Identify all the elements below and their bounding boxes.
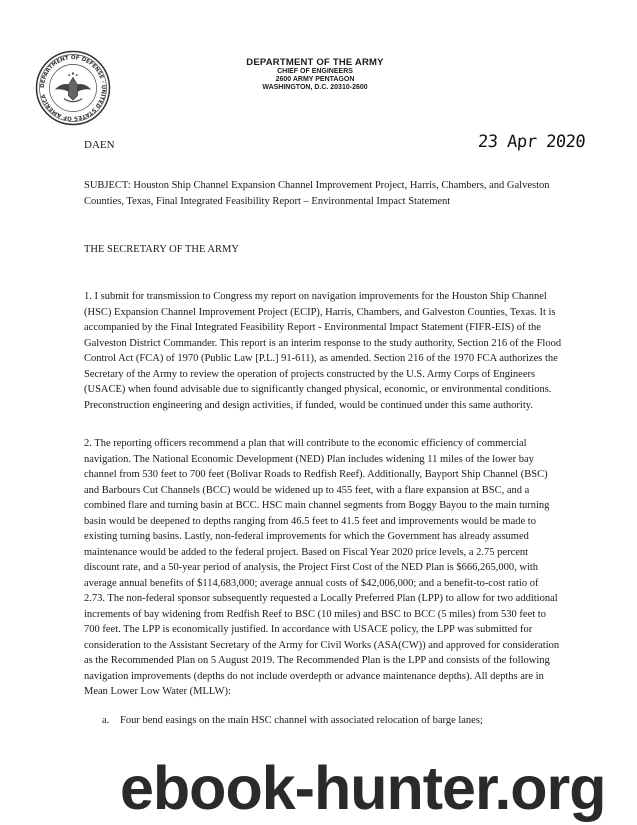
- seal-text: DEPARTMENT OF DEFENSE · UNITED STATES OF AMERICA: [40, 55, 106, 121]
- office-name: CHIEF OF ENGINEERS: [277, 68, 353, 76]
- office-symbol: DAEN: [84, 139, 115, 151]
- subject-line: SUBJECT: Houston Ship Channel Expansion Channel Improvement Project, Harris, Chambers, and Galveston Counties, Texas, Final Integrated Feasibility Report – Environmental Impact Statement: [84, 180, 550, 207]
- dod-seal: [35, 50, 111, 126]
- handwritten-date: 23 Apr 2020: [477, 132, 586, 152]
- paragraph-1: 1. I submit for transmission to Congress my report on navigation improvements for the Houston Ship Channel (HSC) Expansion Channel Improvement Project (ECIP), Harris, Chambers, and Galveston Counties, Texas. It is accompanied by the Final Integrated Feasibility Report - Environmental Impact Statement (FIFR-EIS) of the Galveston District Commander. This report is an interim response to the study authority, Section 216 of the Flood Control Act (FCA) of 1970 (Public Law [P.L.] 91-611), as amended. Section 216 of the 1970 FCA authorizes the Secretary of the Army to review the operation of projects constructed by the U.S. Army Corps of Engineers (USACE) when found advisable due to significantly changed physical, economic, or environmental conditions. Preconstruction engineering and design activities, if funded, would be continued under this same authority.: [84, 291, 562, 411]
- list-item: [102, 713, 572, 729]
- paragraph-2: 2. The reporting officers recommend a plan that will contribute to the economic efficiency of commercial navigation. The National Economic Development (NED) Plan includes widening 11 miles of the lower bay channel from 530 feet to 700 feet (Bolivar Roads to Redfish Reef). Additionally, Bayport Ship Channel (BSC) and Barbours Cut Channels (BCC) would be widened up to 455 feet, with a flare expansion at BSC, and a combined flare and turning basin at BCC. HSC main channel segments from Boggy Bayou to the main turning basin would be deepened to depths ranging from 46.5 feet to 41.5 feet and improvements would be made to existing turning basins. Lastly, non-federal improvements for which the Government has already assumed maintenance would be added to the federal project. Based on Fiscal Year 2020 price levels, a 2.75 percent discount rate, and a 50-year period of analysis, the Project First Cost of the NED Plan is $666,265,000, with average annual benefits of $114,683,000; average annual costs of $42,006,000; and a benefit-to-cost ratio of 2.73. The non-federal sponsor subsequently requested a Locally Preferred Plan (LPP) to allow for two additional increments of bay widening from Redfish Reef to BSC (10 miles) and BSC to BCC (5 miles) from 530 feet to 700 feet. The LPP is economically justified. In accordance with USACE policy, the LPP was submitted for consideration to the Assistant Secretary of the Army for Civil Works (ASA(CW)) and approved for consideration as the Recommended Plan on 5 August 2019. The Recommended Plan is the LPP and consists of the following navigation improvements (depths do not include overdepth or advance maintenance depths). All depths are in Mean Lower Low Water (MLLW):: [84, 438, 560, 697]
- city-line: WASHINGTON, D.C. 20310-2600: [262, 83, 368, 91]
- watermark: ebook-hunter.org: [120, 754, 606, 822]
- salutation: THE SECRETARY OF THE ARMY: [84, 244, 239, 255]
- list-item-marker: a.: [102, 715, 110, 726]
- address-line: 2600 ARMY PENTAGON: [275, 76, 355, 84]
- list-item-text: Four bend easings on the main HSC channel with associated relocation of barge lanes;: [120, 715, 483, 726]
- letterhead: [200, 58, 430, 92]
- department-name: DEPARTMENT OF THE ARMY: [246, 57, 384, 68]
